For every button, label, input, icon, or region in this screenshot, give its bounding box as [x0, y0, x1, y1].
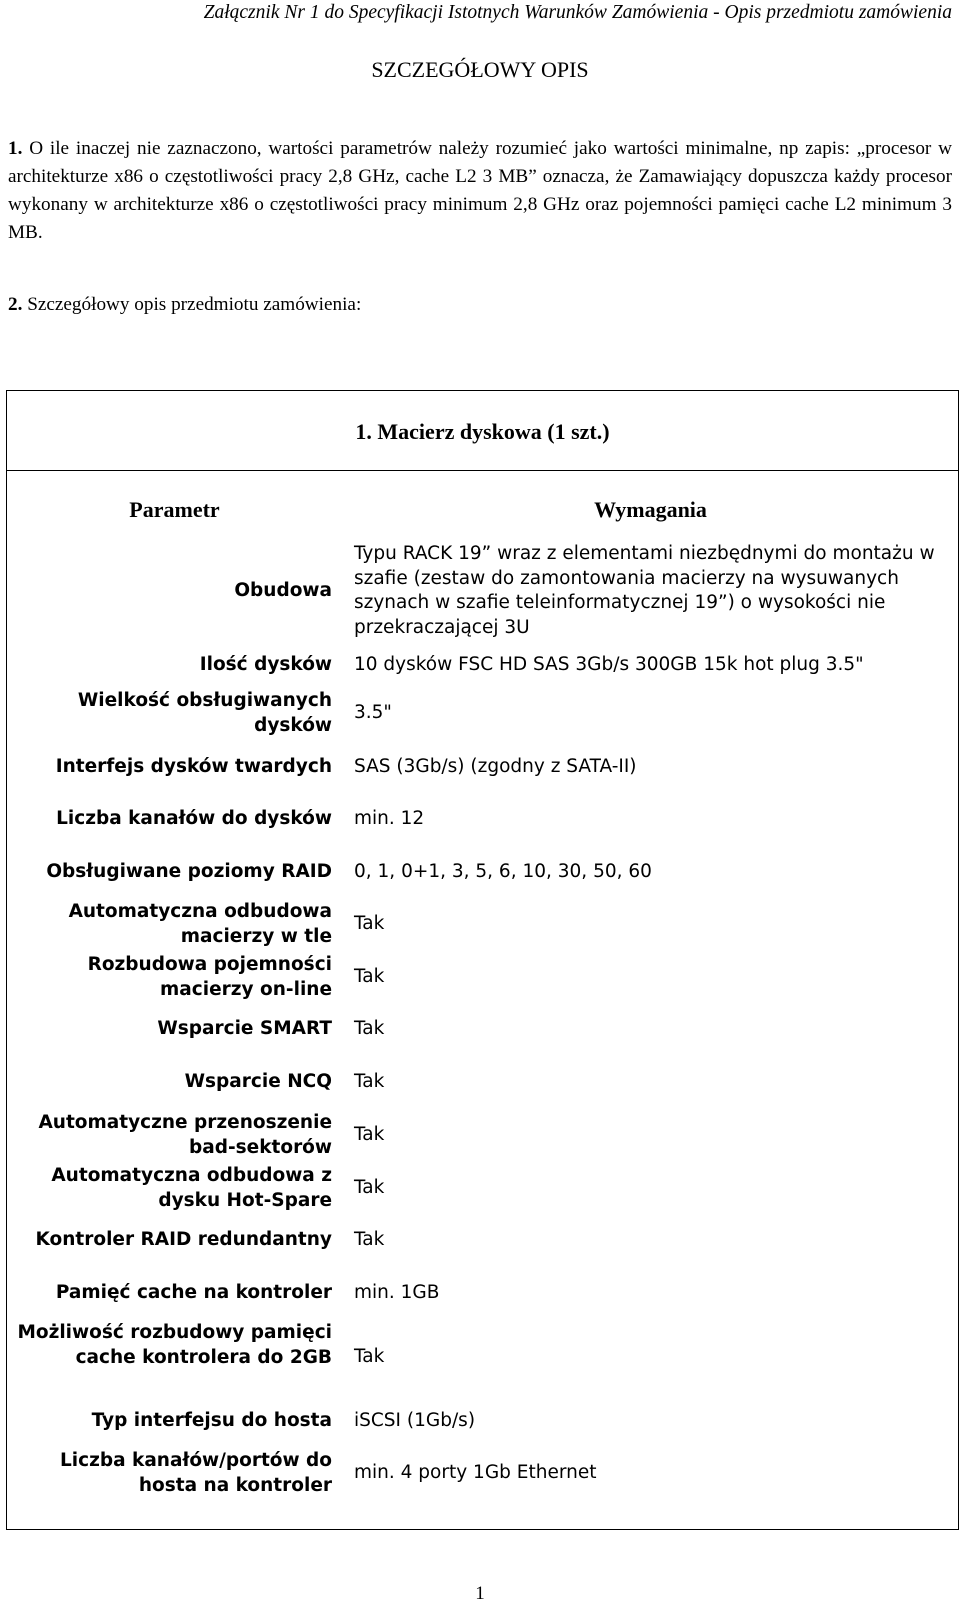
row-label-liczba-kanalow: Liczba kanałów do dysków [56, 808, 332, 829]
row-label-ilosc-dyskow: Ilość dysków [199, 654, 332, 675]
row-value-ilosc-dyskow: 10 dysków FSC HD SAS 3Gb/s 300GB 15k hot plug 3.5" [354, 654, 864, 675]
point-2-number: 2. [8, 294, 23, 315]
row-value-porty-hosta: min. 4 porty 1Gb Ethernet [354, 1462, 597, 1483]
row-label-interfejs-dyskow: Interfejs dysków twardych [55, 756, 332, 777]
row-label-hot-spare: Automatyczna odbudowa z dysku Hot-Spare [51, 1165, 332, 1211]
annex-header: Załącznik Nr 1 do Specyfikacji Istotnych Warunków Zamówienia - Opis przedmiotu zamówienia [203, 2, 952, 23]
row-label-odbudowa-w-tle: Automatyczna odbudowa macierzy w tle [68, 901, 332, 947]
row-value-hot-spare: Tak [354, 1177, 385, 1198]
row-value-poziomy-raid: 0, 1, 0+1, 3, 5, 6, 10, 30, 50, 60 [354, 861, 652, 882]
row-label-wsparcie-ncq: Wsparcie NCQ [184, 1071, 332, 1092]
paragraph-point-2 [8, 291, 952, 319]
document-title: SZCZEGÓŁOWY OPIS [371, 57, 589, 82]
row-value-wsparcie-ncq: Tak [354, 1071, 385, 1092]
row-value-wsparcie-smart: Tak [354, 1018, 385, 1039]
column-header-wymagania: Wymagania [594, 497, 707, 522]
row-value-interfejs-dyskow: SAS (3Gb/s) (zgodny z SATA-II) [354, 756, 637, 777]
row-value-interfejs-hosta: iSCSI (1Gb/s) [354, 1410, 476, 1431]
row-label-pamiec-cache: Pamięć cache na kontroler [55, 1282, 332, 1303]
row-value-bad-sektory: Tak [354, 1124, 385, 1145]
row-value-liczba-kanalow: min. 12 [354, 808, 425, 829]
row-value-pamiec-cache: min. 1GB [354, 1282, 440, 1303]
row-value-wielkosc-dyskow: 3.5" [354, 702, 392, 723]
point-1-text: O ile inaczej nie zaznaczono, wartości parametrów należy rozumieć jako wartości minimalne, np zapis: „procesor w architekturze x86 o częstotliwości pracy 2,8 GHz, cache L2 3 MB” oznacza, że Zamawiający dopuszcza każdy procesor wykonany w architekturze x86 o częstotliwości pracy minimum 2,8 GHz oraz pojemności pamięci cache L2 minimum 3 MB. [8, 138, 952, 243]
row-value-rozbudowa-cache: Tak [354, 1346, 385, 1367]
table-title-divider [6, 470, 959, 471]
row-label-bad-sektory: Automatyczne przenoszenie bad-sektorów [38, 1112, 332, 1158]
row-label-porty-hosta: Liczba kanałów/portów do hosta na kontroler [59, 1450, 332, 1496]
row-label-wielkosc-dyskow: Wielkość obsługiwanych dysków [77, 690, 332, 736]
point-2-text: Szczegółowy opis przedmiotu zamówienia: [27, 294, 362, 315]
row-value-odbudowa-w-tle: Tak [354, 913, 385, 934]
row-label-rozbudowa-pojemnosci: Rozbudowa pojemności macierzy on-line [87, 954, 332, 1000]
row-label-poziomy-raid: Obsługiwane poziomy RAID [46, 861, 332, 882]
row-value-obudowa: Typu RACK 19” wraz z elementami niezbędnymi do montażu w szafie (zestaw do zamontowania macierzy na wysuwanych szynach w szafie teleinformatycznej 19”) o wysokości nie przekraczającej 3U [354, 543, 935, 638]
paragraph-point-1 [8, 135, 952, 247]
page-number: 1 [475, 1583, 485, 1604]
row-label-obudowa: Obudowa [234, 580, 332, 601]
column-header-parametr: Parametr [129, 497, 220, 522]
row-label-rozbudowa-cache: Możliwość rozbudowy pamięci cache kontrolera do 2GB [17, 1322, 332, 1368]
row-label-interfejs-hosta: Typ interfejsu do hosta [91, 1410, 332, 1431]
row-label-kontroler-raid: Kontroler RAID redundantny [35, 1229, 332, 1250]
row-value-kontroler-raid: Tak [354, 1229, 385, 1250]
table-title: 1. Macierz dyskowa (1 szt.) [355, 419, 610, 444]
point-1-number: 1. [8, 138, 23, 159]
row-label-wsparcie-smart: Wsparcie SMART [157, 1018, 332, 1039]
row-value-rozbudowa-pojemnosci: Tak [354, 966, 385, 987]
